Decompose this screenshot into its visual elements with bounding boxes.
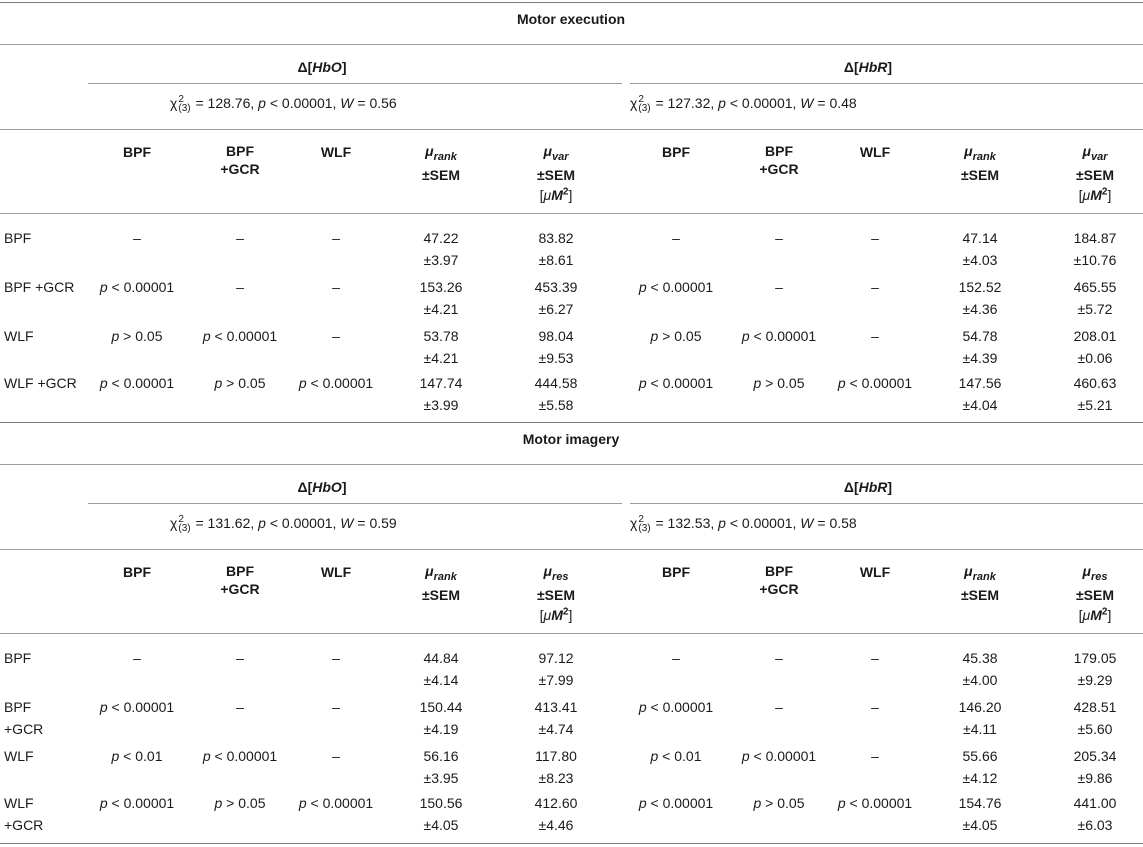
hbr-header-bpf: BPF: [662, 564, 690, 580]
hbr-group-rule: [630, 83, 1143, 84]
value-cell: [535, 792, 578, 836]
value-mean: 441.00: [1073, 795, 1117, 811]
value-sem: ±5.72: [1077, 301, 1113, 317]
header-line: BPF: [764, 563, 793, 579]
rank-cell: [959, 696, 1002, 740]
comparison-cell: p < 0.00001: [638, 375, 714, 391]
comparison-cell: –: [332, 650, 340, 666]
mu-subscript: var: [551, 150, 569, 163]
header-rule: [0, 633, 1143, 634]
hbo-header-wlf: WLF: [320, 144, 352, 160]
header-line: ±SEM: [536, 586, 576, 603]
unit-label: $[\mu M^2]$: [539, 606, 573, 624]
chi-df-sup: 2: [178, 94, 184, 106]
hbo-friedman-stats: χ 2 (3) = 128.76, p < 0.00001, W = 0.56: [170, 94, 397, 115]
comparison-cell: p < 0.00001: [99, 795, 175, 811]
comparison-cell: –: [775, 650, 783, 666]
header-line: BPF: [764, 143, 793, 159]
rank-cell: [420, 276, 463, 320]
row-label-line: BPF: [4, 230, 32, 246]
comparison-cell: –: [672, 650, 680, 666]
species-name: HbR: [858, 59, 888, 75]
p-symbol: p: [837, 795, 846, 811]
comparison-cell: –: [775, 230, 783, 246]
comparison-cell: p < 0.00001: [202, 748, 278, 764]
value-cell: [535, 372, 578, 416]
rank-mean: 47.22: [423, 230, 459, 246]
p-symbol: p: [650, 328, 659, 344]
top-rule: [0, 2, 1143, 3]
hbo-header-var: [537, 142, 575, 204]
rank-mean: 45.38: [962, 650, 998, 666]
comparison-cell: p < 0.00001: [99, 375, 175, 391]
header-line: +GCR: [759, 581, 799, 597]
header-line: ±SEM: [960, 586, 1000, 603]
p-symbol: p: [202, 748, 211, 764]
p-symbol: p: [718, 515, 726, 531]
comparison-cell: –: [236, 699, 244, 715]
value-cell: [1074, 325, 1117, 369]
section-title: Motor imagery: [522, 431, 620, 447]
rank-mean: 152.52: [958, 279, 1002, 295]
value-mean: 428.51: [1073, 699, 1117, 715]
comparison-cell: –: [871, 230, 879, 246]
header-line: [1076, 184, 1114, 205]
p-symbol: p: [99, 279, 108, 295]
rank-cell: [420, 372, 463, 416]
row-label: [4, 276, 74, 298]
species-name: HbR: [858, 479, 888, 495]
comparison-cell: –: [871, 650, 879, 666]
comparison-cell: –: [332, 279, 340, 295]
value-mean: 413.41: [534, 699, 578, 715]
hbo-header-wlf: WLF: [320, 564, 352, 580]
value-cell: [1074, 647, 1117, 691]
comparison-cell: p > 0.05: [214, 795, 266, 811]
header-line: ±SEM: [421, 166, 461, 183]
hbo-header-rank: [422, 562, 460, 604]
mu-subscript: rank: [972, 570, 996, 583]
chi-df-sup: 2: [638, 514, 644, 526]
rank-sem: ±4.00: [962, 672, 998, 688]
value-mean: 460.63: [1073, 375, 1117, 391]
hbr-header-bpf-gcr: [759, 562, 798, 598]
p-symbol: p: [837, 375, 846, 391]
rank-sem: ±4.39: [962, 350, 998, 366]
mu-subscript: rank: [433, 150, 457, 163]
w-symbol: W: [800, 515, 814, 531]
value-cell: [535, 696, 578, 740]
rank-mean: 54.78: [962, 328, 998, 344]
row-label-line: BPF +GCR: [4, 279, 75, 295]
p-symbol: p: [638, 279, 647, 295]
comparison-cell: –: [775, 699, 783, 715]
rank-cell: [423, 325, 458, 369]
comparison-cell: –: [236, 230, 244, 246]
rank-sem: ±3.95: [423, 770, 459, 786]
chi-df-sub: (3): [638, 523, 651, 535]
p-symbol: p: [258, 515, 266, 531]
comparison-cell: –: [236, 279, 244, 295]
comparison-cell: –: [133, 650, 141, 666]
species-name: HbO: [312, 59, 342, 75]
value-sem: ±9.29: [1077, 672, 1113, 688]
hbr-header-res: [1076, 562, 1114, 624]
hbo-header-bpf-gcr: [220, 562, 259, 598]
p-symbol: p: [741, 328, 750, 344]
rank-sem: ±4.21: [423, 301, 459, 317]
hbo-header-bpf: BPF: [123, 564, 151, 580]
hbr-header-bpf: BPF: [662, 144, 690, 160]
hbo-group-rule: [88, 83, 622, 84]
rank-mean: 147.56: [958, 375, 1002, 391]
comparison-cell: p < 0.00001: [298, 795, 374, 811]
value-sem: ±0.06: [1077, 350, 1113, 366]
value-sem: ±4.74: [538, 721, 574, 737]
comparison-cell: p < 0.01: [111, 748, 163, 764]
comparison-cell: –: [332, 699, 340, 715]
row-label-line: WLF +GCR: [4, 375, 77, 391]
p-symbol: p: [638, 699, 647, 715]
comparison-cell: p > 0.05: [111, 328, 163, 344]
rank-cell: [423, 227, 458, 271]
value-sem: ±5.21: [1077, 397, 1113, 413]
unit-label: $[\mu M^2]$: [1078, 606, 1112, 624]
p-symbol: p: [99, 699, 108, 715]
rank-cell: [420, 696, 463, 740]
value-cell: [1074, 372, 1117, 416]
p-symbol: p: [214, 375, 223, 391]
chi-scripts: [638, 95, 650, 113]
stats-rule: [0, 549, 1143, 550]
row-label-line: BPF: [4, 699, 32, 715]
value-cell: [535, 276, 578, 320]
comparison-cell: –: [871, 699, 879, 715]
rank-sem: ±4.19: [423, 721, 459, 737]
row-label: [4, 745, 34, 767]
comparison-cell: –: [871, 279, 879, 295]
rank-cell: [423, 745, 458, 789]
value-sem: ±8.23: [538, 770, 574, 786]
mu-symbol: $\mu_{rank}$: [425, 143, 457, 163]
p-symbol: p: [214, 795, 223, 811]
rank-cell: [962, 647, 997, 691]
chi-df-sup: 2: [638, 94, 644, 106]
hbr-header-var: [1076, 142, 1114, 204]
section-divider-rule: [0, 422, 1143, 423]
row-label-line: BPF: [4, 650, 32, 666]
rank-mean: 146.20: [958, 699, 1002, 715]
p-symbol: p: [638, 375, 647, 391]
p-symbol: p: [99, 375, 108, 391]
row-label-line: WLF: [4, 748, 34, 764]
header-line: +GCR: [759, 161, 799, 177]
mu-symbol: $\mu_{var}$: [1082, 143, 1108, 163]
rank-sem: ±3.99: [423, 397, 459, 413]
comparison-cell: p > 0.05: [214, 375, 266, 391]
hbr-header-rank: [961, 142, 999, 184]
rank-sem: ±4.05: [962, 817, 998, 833]
rank-mean: 154.76: [958, 795, 1002, 811]
rank-sem: ±4.14: [423, 672, 459, 688]
w-symbol: W: [800, 95, 814, 111]
hbr-group-label: Δ[HbR]: [843, 479, 893, 495]
value-mean: 184.87: [1073, 230, 1117, 246]
value-sem: ±10.76: [1073, 252, 1117, 268]
rank-sem: ±3.97: [423, 252, 459, 268]
rank-cell: [959, 276, 1002, 320]
value-mean: 205.34: [1073, 748, 1117, 764]
rank-cell: [962, 227, 997, 271]
unit-label: $[\mu M^2]$: [1078, 186, 1112, 204]
comparison-cell: p > 0.05: [650, 328, 702, 344]
section-title-rule: [0, 464, 1143, 465]
hbr-header-wlf: WLF: [859, 564, 891, 580]
value-sem: ±4.46: [538, 817, 574, 833]
rank-mean: 56.16: [423, 748, 459, 764]
comparison-cell: –: [871, 328, 879, 344]
comparison-cell: p > 0.05: [753, 795, 805, 811]
hbo-header-rank: [422, 142, 460, 184]
value-sem: ±7.99: [538, 672, 574, 688]
w-symbol: W: [340, 515, 354, 531]
p-symbol: p: [111, 328, 120, 344]
hbr-header-bpf-gcr: [759, 142, 798, 178]
comparison-cell: p < 0.01: [650, 748, 702, 764]
value-cell: [1074, 227, 1117, 271]
mu-symbol: $\mu_{var}$: [543, 143, 569, 163]
rank-sem: ±4.03: [962, 252, 998, 268]
value-cell: [538, 647, 573, 691]
comparison-cell: –: [236, 650, 244, 666]
header-line: [537, 184, 575, 205]
rank-mean: 150.44: [419, 699, 463, 715]
value-cell: [538, 325, 573, 369]
value-sem: ±8.61: [538, 252, 574, 268]
mu-symbol: $\mu_{res}$: [543, 563, 569, 583]
comparison-cell: –: [332, 748, 340, 764]
mu-subscript: res: [1090, 570, 1108, 583]
header-line: ±SEM: [536, 166, 576, 183]
hbo-header-bpf: BPF: [123, 144, 151, 160]
hbr-header-wlf: WLF: [859, 144, 891, 160]
p-symbol: p: [99, 795, 108, 811]
comparison-cell: p < 0.00001: [741, 748, 817, 764]
value-mean: 412.60: [534, 795, 578, 811]
rank-sem: ±4.05: [423, 817, 459, 833]
rank-sem: ±4.21: [423, 350, 459, 366]
header-line: ±SEM: [1075, 586, 1115, 603]
chi-scripts: [178, 515, 190, 533]
header-line: [1076, 604, 1114, 625]
mu-subscript: rank: [433, 570, 457, 583]
chi-symbol: χ: [630, 515, 638, 531]
value-sem: ±5.58: [538, 397, 574, 413]
unit-label: $[\mu M^2]$: [539, 186, 573, 204]
hbr-friedman-stats: χ 2 (3) = 127.32, p < 0.00001, W = 0.48: [630, 94, 857, 115]
comparison-cell: p < 0.00001: [837, 795, 913, 811]
rank-mean: 47.14: [962, 230, 998, 246]
bottom-rule: [0, 843, 1143, 844]
header-line: [537, 604, 575, 625]
mu-symbol: $\mu_{res}$: [1082, 563, 1108, 583]
hbo-group-label: Δ[HbO]: [297, 59, 347, 75]
header-line: BPF: [225, 563, 254, 579]
value-mean: 208.01: [1073, 328, 1117, 344]
mu-symbol: $\mu_{rank}$: [425, 563, 457, 583]
chi-df-sub: (3): [178, 523, 191, 535]
comparison-cell: –: [332, 230, 340, 246]
comparison-cell: p < 0.00001: [638, 279, 714, 295]
mu-symbol: $\mu_{rank}$: [964, 563, 996, 583]
header-line: +GCR: [220, 161, 260, 177]
w-symbol: W: [340, 95, 354, 111]
row-label: [4, 372, 77, 394]
row-label-line: WLF: [4, 328, 34, 344]
row-label: [4, 325, 34, 347]
chi-df-sub: (3): [638, 103, 651, 115]
value-cell: [1074, 696, 1117, 740]
row-label-line: WLF: [4, 795, 34, 811]
comparison-cell: p < 0.00001: [837, 375, 913, 391]
rank-cell: [959, 372, 1002, 416]
row-label-line: +GCR: [4, 817, 44, 833]
p-symbol: p: [111, 748, 120, 764]
value-mean: 97.12: [538, 650, 574, 666]
chi-scripts: [638, 515, 650, 533]
rank-mean: 53.78: [423, 328, 459, 344]
value-cell: [535, 745, 577, 789]
header-line: +GCR: [220, 581, 260, 597]
value-cell: [1074, 745, 1117, 789]
chi-symbol: χ: [630, 95, 638, 111]
value-sem: ±6.27: [538, 301, 574, 317]
chi-symbol: χ: [170, 95, 178, 111]
hbr-header-rank: [961, 562, 999, 604]
comparison-cell: p < 0.00001: [638, 795, 714, 811]
p-symbol: p: [753, 795, 762, 811]
header-line: ±SEM: [960, 166, 1000, 183]
value-mean: 117.80: [535, 748, 577, 764]
p-symbol: p: [753, 375, 762, 391]
hbo-friedman-stats: χ 2 (3) = 131.62, p < 0.00001, W = 0.59: [170, 514, 397, 535]
comparison-cell: p < 0.00001: [638, 699, 714, 715]
value-sem: ±9.86: [1077, 770, 1113, 786]
hbo-group-label: Δ[HbO]: [297, 479, 347, 495]
p-symbol: p: [741, 748, 750, 764]
section-title-rule: [0, 44, 1143, 45]
row-label: [4, 227, 31, 249]
rank-sem: ±4.12: [962, 770, 998, 786]
comparison-cell: –: [871, 748, 879, 764]
header-line: BPF: [225, 143, 254, 159]
rank-mean: 147.74: [419, 375, 463, 391]
value-mean: 453.39: [534, 279, 578, 295]
p-symbol: p: [298, 375, 307, 391]
value-sem: ±6.03: [1077, 817, 1113, 833]
rank-mean: 150.56: [419, 795, 463, 811]
comparison-cell: p > 0.05: [753, 375, 805, 391]
comparison-cell: –: [672, 230, 680, 246]
value-mean: 98.04: [538, 328, 574, 344]
rank-cell: [420, 792, 463, 836]
value-mean: 465.55: [1073, 279, 1117, 295]
rank-mean: 153.26: [419, 279, 463, 295]
mu-subscript: res: [551, 570, 569, 583]
p-symbol: p: [202, 328, 211, 344]
comparison-cell: –: [133, 230, 141, 246]
rank-mean: 44.84: [423, 650, 459, 666]
comparison-cell: p < 0.00001: [99, 279, 175, 295]
rank-sem: ±4.04: [962, 397, 998, 413]
comparison-cell: –: [775, 279, 783, 295]
hbo-header-res: [537, 562, 575, 624]
rank-mean: 55.66: [962, 748, 998, 764]
comparison-cell: p < 0.00001: [298, 375, 374, 391]
rank-cell: [962, 325, 997, 369]
rank-cell: [959, 792, 1002, 836]
rank-sem: ±4.36: [962, 301, 998, 317]
hbo-group-rule: [88, 503, 622, 504]
p-symbol: p: [718, 95, 726, 111]
p-symbol: p: [258, 95, 266, 111]
value-sem: ±5.60: [1077, 721, 1113, 737]
row-label: [4, 696, 43, 740]
rank-cell: [962, 745, 997, 789]
row-label: [4, 647, 31, 669]
mu-subscript: var: [1090, 150, 1108, 163]
chi-df-sub: (3): [178, 103, 191, 115]
value-mean: 83.82: [538, 230, 574, 246]
row-label: [4, 792, 43, 836]
p-symbol: p: [298, 795, 307, 811]
hbo-header-bpf-gcr: [220, 142, 259, 178]
comparison-cell: p < 0.00001: [99, 699, 175, 715]
value-cell: [538, 227, 573, 271]
p-symbol: p: [638, 795, 647, 811]
value-cell: [1074, 792, 1117, 836]
hbr-group-rule: [630, 503, 1143, 504]
value-mean: 179.05: [1073, 650, 1117, 666]
chi-df-sup: 2: [178, 514, 184, 526]
header-line: ±SEM: [421, 586, 461, 603]
header-line: ±SEM: [1075, 166, 1115, 183]
value-mean: 444.58: [534, 375, 578, 391]
rank-sem: ±4.11: [963, 721, 997, 737]
header-rule: [0, 213, 1143, 214]
comparison-cell: p < 0.00001: [202, 328, 278, 344]
hbr-group-label: Δ[HbR]: [843, 59, 893, 75]
hbr-friedman-stats: χ 2 (3) = 132.53, p < 0.00001, W = 0.58: [630, 514, 857, 535]
stats-rule: [0, 129, 1143, 130]
rank-cell: [423, 647, 458, 691]
chi-scripts: [178, 95, 190, 113]
species-name: HbO: [312, 479, 342, 495]
comparison-cell: –: [332, 328, 340, 344]
row-label-line: +GCR: [4, 721, 44, 737]
section-title: Motor execution: [516, 11, 626, 27]
value-sem: ±9.53: [538, 350, 574, 366]
chi-symbol: χ: [170, 515, 178, 531]
value-cell: [1074, 276, 1117, 320]
mu-subscript: rank: [972, 150, 996, 163]
mu-symbol: $\mu_{rank}$: [964, 143, 996, 163]
p-symbol: p: [650, 748, 659, 764]
comparison-cell: p < 0.00001: [741, 328, 817, 344]
